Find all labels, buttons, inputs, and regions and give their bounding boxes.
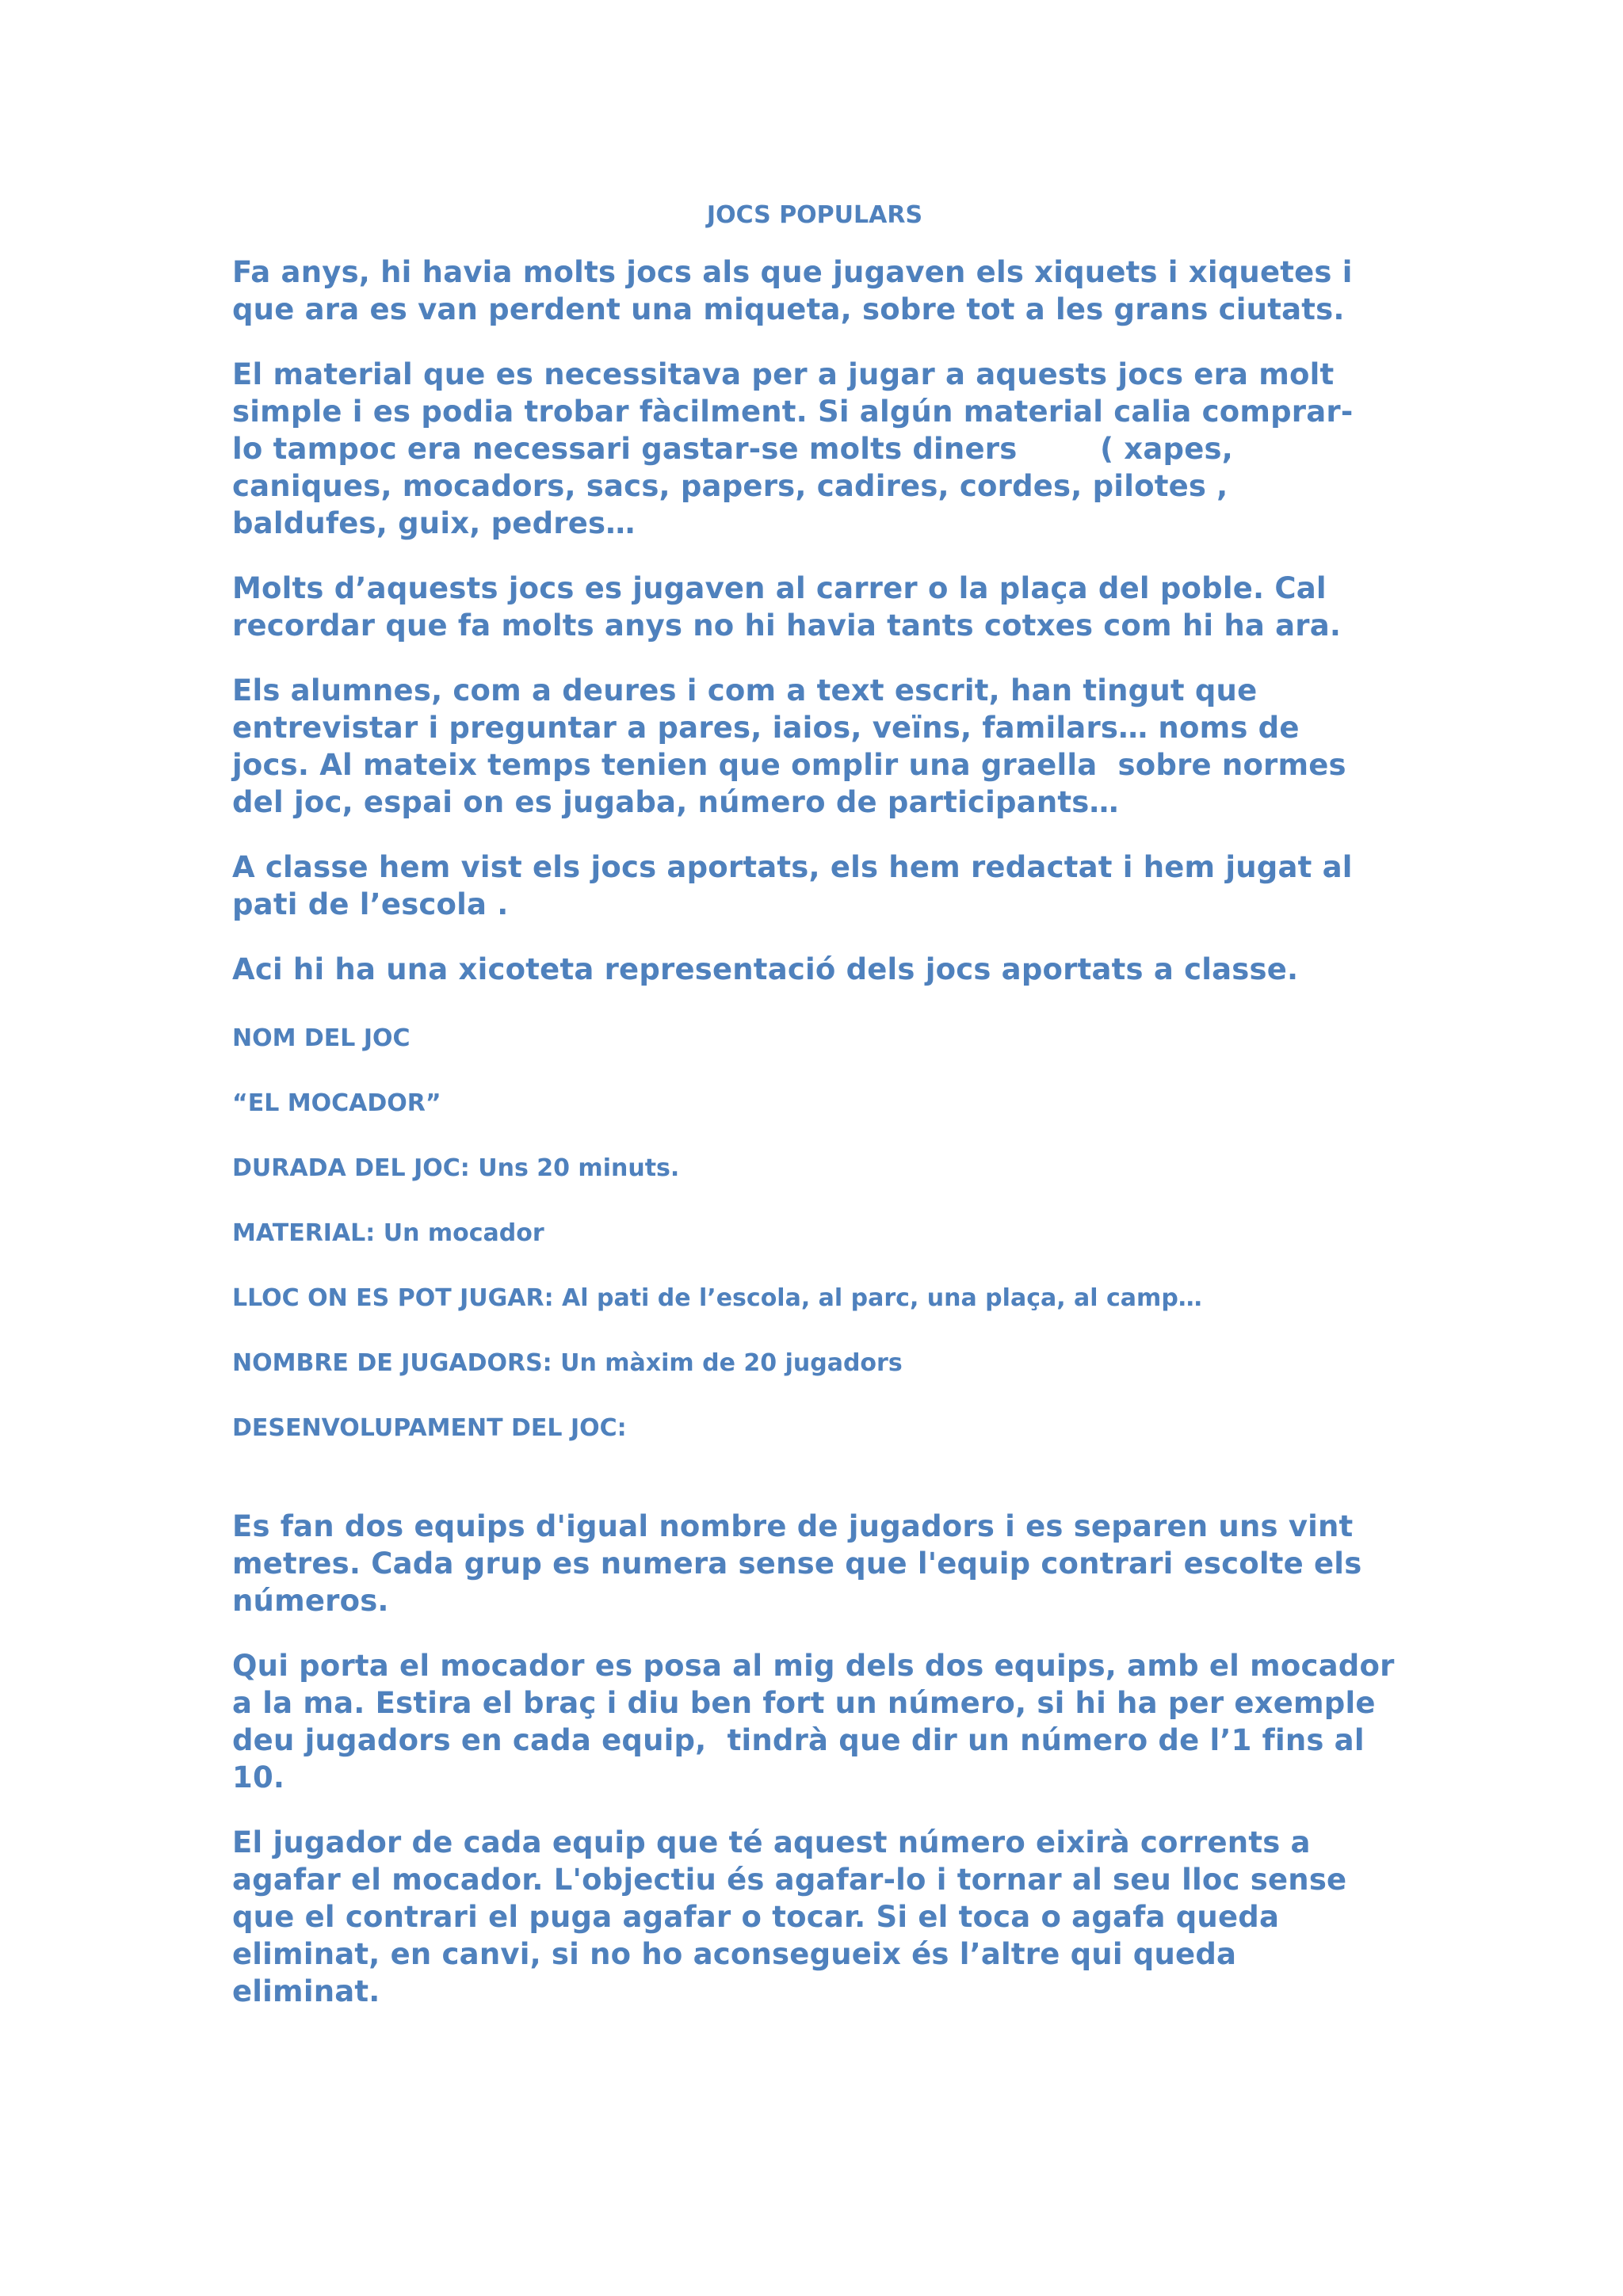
game-players: NOMBRE DE JUGADORS: Un màxim de 20 jugadors [232, 1349, 903, 1377]
game-development-label: DESENVOLUPAMENT DEL JOC: [232, 1414, 627, 1442]
intro-paragraph: A classe hem vist els jocs aportats, els hem redactat i hem jugat al pati de l’escola . [232, 850, 1353, 921]
development-paragraph: Es fan dos equips d'igual nombre de jugadors i es separen uns vint metres. Cada grup es numera sense que l'equip contrari escolte els números. [232, 1509, 1362, 1618]
intro-paragraph: El material que es necessitava per a jugar a aquests jocs era molt simple i es podia trobar fàcilment. Si algún material calia comprar-lo tampoc era necessari gastar-se molts diners ( xapes, caniques, mocadors, sacs, papers, cadires, cordes, pilotes , baldufes, guix, pedres… [232, 357, 1354, 540]
document-title: JOCS POPULARS [706, 201, 923, 229]
game-material: MATERIAL: Un mocador [232, 1219, 544, 1247]
game-duration: DURADA DEL JOC: Uns 20 minuts. [232, 1154, 680, 1182]
development-paragraph: Qui porta el mocador es posa al mig dels dos equips, amb el mocador a la ma. Estira el braç i diu ben fort un número, si hi ha per exemple deu jugadors en cada equip, tindrà que dir un número de l’1 fins al 10. [232, 1649, 1405, 1794]
game-location: LLOC ON ES POT JUGAR: Al pati de l’escola, al parc, una plaça, al camp… [232, 1284, 1202, 1312]
intro-paragraph: Aci hi ha una xicoteta representació dels jocs aportats a classe. [232, 952, 1299, 986]
intro-paragraph: Molts d’aquests jocs es jugaven al carrer o la plaça del poble. Cal recordar que fa molts anys no hi havia tants cotxes com hi ha ara. [232, 571, 1342, 643]
development-paragraph: El jugador de cada equip que té aquest número eixirà corrents a agafar el mocador. L'objectiu és agafar-lo i tornar al seu lloc sense que el contrari el puga agafar o tocar. Si el toca o agafa queda eliminat, en canvi, si no ho aconsegueix és l’altre qui queda eliminat. [232, 1825, 1347, 2008]
intro-paragraph: Fa anys, hi havia molts jocs als que jugaven els xiquets i xiquetes i que ara es van perdent una miqueta, sobre tot a les grans ciutats. [232, 255, 1353, 326]
game-name-value: “EL MOCADOR” [232, 1089, 441, 1117]
game-name-label: NOM DEL JOC [232, 1024, 411, 1052]
intro-paragraph: Els alumnes, com a deures i com a text escrit, han tingut que entrevistar i preguntar a pares, iaios, veïns, familars… noms de jocs. Al mateix temps tenien que omplir una graella sobre normes del joc, espai on es jugaba, número de participants… [232, 673, 1357, 819]
document-body [232, 196, 1405, 2038]
